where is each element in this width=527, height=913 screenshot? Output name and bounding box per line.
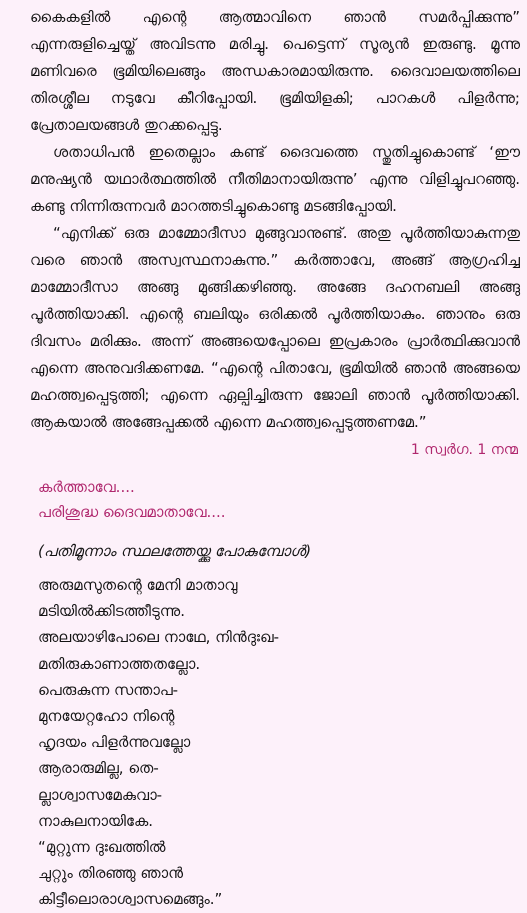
invocation-line: കർത്താവേ.... bbox=[38, 478, 135, 496]
hymn-line: മുനയേറ്റഹോ നിന്റെ bbox=[38, 707, 175, 726]
hymn-line: മതിരുകാണാത്തതല്ലോ. bbox=[38, 654, 201, 673]
hymn-line: ആരാരുമില്ല, തെ- bbox=[38, 759, 159, 778]
invocation bbox=[38, 475, 520, 525]
hymn-line: “മുറ്റുന്ന ദുഃഖത്തിൽ bbox=[38, 838, 166, 857]
paragraph: കൈകളിൽ എന്റെ ആത്മാവിനെ ഞാൻ സമർപ്പിക്കുന്നു” എന്നരുളിച്ചെയ്ത് അവിടന്നു മരിച്ചു. പെട്ടെന്ന് സൂര്യൻ ഇരുണ്ടു. മൂന്നു മണിവരെ ഭൂമിയിലെങ്ങും അന്ധകാരമായിരുന്നു. ദൈവാലയത്തിലെ തിരശ്ശീല നടുവേ കീറിപ്പോയി. ഭൂമിയിളകി; പാറകൾ പിളർന്നു; പ്രേതാലയങ്ങൾ തുറക്കപ്പെട്ടു. bbox=[30, 8, 520, 134]
hymn-line: മടിയിൽക്കിടത്തീടുന്നു. bbox=[38, 602, 185, 621]
hymn-line: ല്ലാശ്വാസമേകുവാ- bbox=[38, 785, 163, 804]
hymn-line: അലയാഴിപോലെ നാഥേ, നിൻദുഃഖ- bbox=[38, 628, 280, 647]
prayer-reference: 1 സ്വർഗ. 1 നന്മ bbox=[410, 442, 518, 458]
hymn-heading: (പതിമൂന്നാം സ്ഥലത്തേയ്ക്കു പോകുമ്പോൾ) bbox=[38, 542, 312, 560]
hymn-line: അരുമസുതന്റെ മേനി മാതാവു bbox=[38, 576, 238, 594]
invocation-line: പരിശുദ്ധ ദൈവമാതാവേ.... bbox=[38, 503, 226, 521]
hymn bbox=[38, 572, 520, 913]
hymn-line: നാകുലനായികേ. bbox=[38, 811, 154, 830]
paragraph: “എനിക്ക് ഒരു മാമ്മോദീസാ മുങ്ങുവാനുണ്ട്. അതു പൂർത്തിയാകുന്നതു വരെ ഞാൻ അസ്വസ്ഥനാകുന്നു.” കർത്താവേ, അങ്ങ് ആഗ്രഹിച്ച മാമ്മോദീസാ അങ്ങു മുങ്ങിക്കഴിഞ്ഞു. അങ്ങേ ദഹനബലി അങ്ങു പൂർത്തിയാക്കി. എന്റെ ബലിയും ഒരിക്കൽ പൂർത്തിയാകും. ഞാനും ഒരു ദിവസം മരിക്കും. അന്ന് അങ്ങയെപ്പോലെ ഇപ്രകാരം പ്രാർത്ഥിക്കുവാൻ എന്നെ അനുവദിക്കണമേ. “എന്റെ പിതാവേ, ഭൂമിയിൽ ഞാൻ അങ്ങയെ മഹത്ത്വപ്പെടുത്തി; എന്നെ ഏല്പിച്ചിരുന്ന ജോലി ഞാൻ പൂർത്തിയാക്കി. ആകയാൽ അങ്ങേപ്പക്കൽ എന്നെ മഹത്ത്വപ്പെടുത്തണമേ.” bbox=[30, 224, 520, 431]
hymn-line: പെരുകുന്ന സന്താപ- bbox=[38, 680, 179, 699]
hymn-line: ചുറ്റും തിരഞ്ഞു ഞാൻ bbox=[38, 864, 184, 883]
hymn-line: ഹൃദയം പിളർന്നുവല്ലോ bbox=[38, 733, 191, 752]
paragraph: ശതാധിപൻ ഇതെല്ലാം കണ്ട് ദൈവത്തെ സ്തുതിച്ചുകൊണ്ട് ‘ഈ മനുഷ്യൻ യഥാർത്ഥത്തിൽ നീതിമാനായിരുന്നു’ എന്നു വിളിച്ചുപറഞ്ഞു. കണ്ടു നിന്നിരുന്നവർ മാറത്തടിച്ചുകൊണ്ടു മടങ്ങിപ്പോയി. bbox=[30, 143, 520, 215]
hymn-line: കിട്ടീലൊരാശ്വാസമെങ്ങും.” bbox=[38, 890, 223, 909]
prose-body bbox=[30, 4, 520, 436]
